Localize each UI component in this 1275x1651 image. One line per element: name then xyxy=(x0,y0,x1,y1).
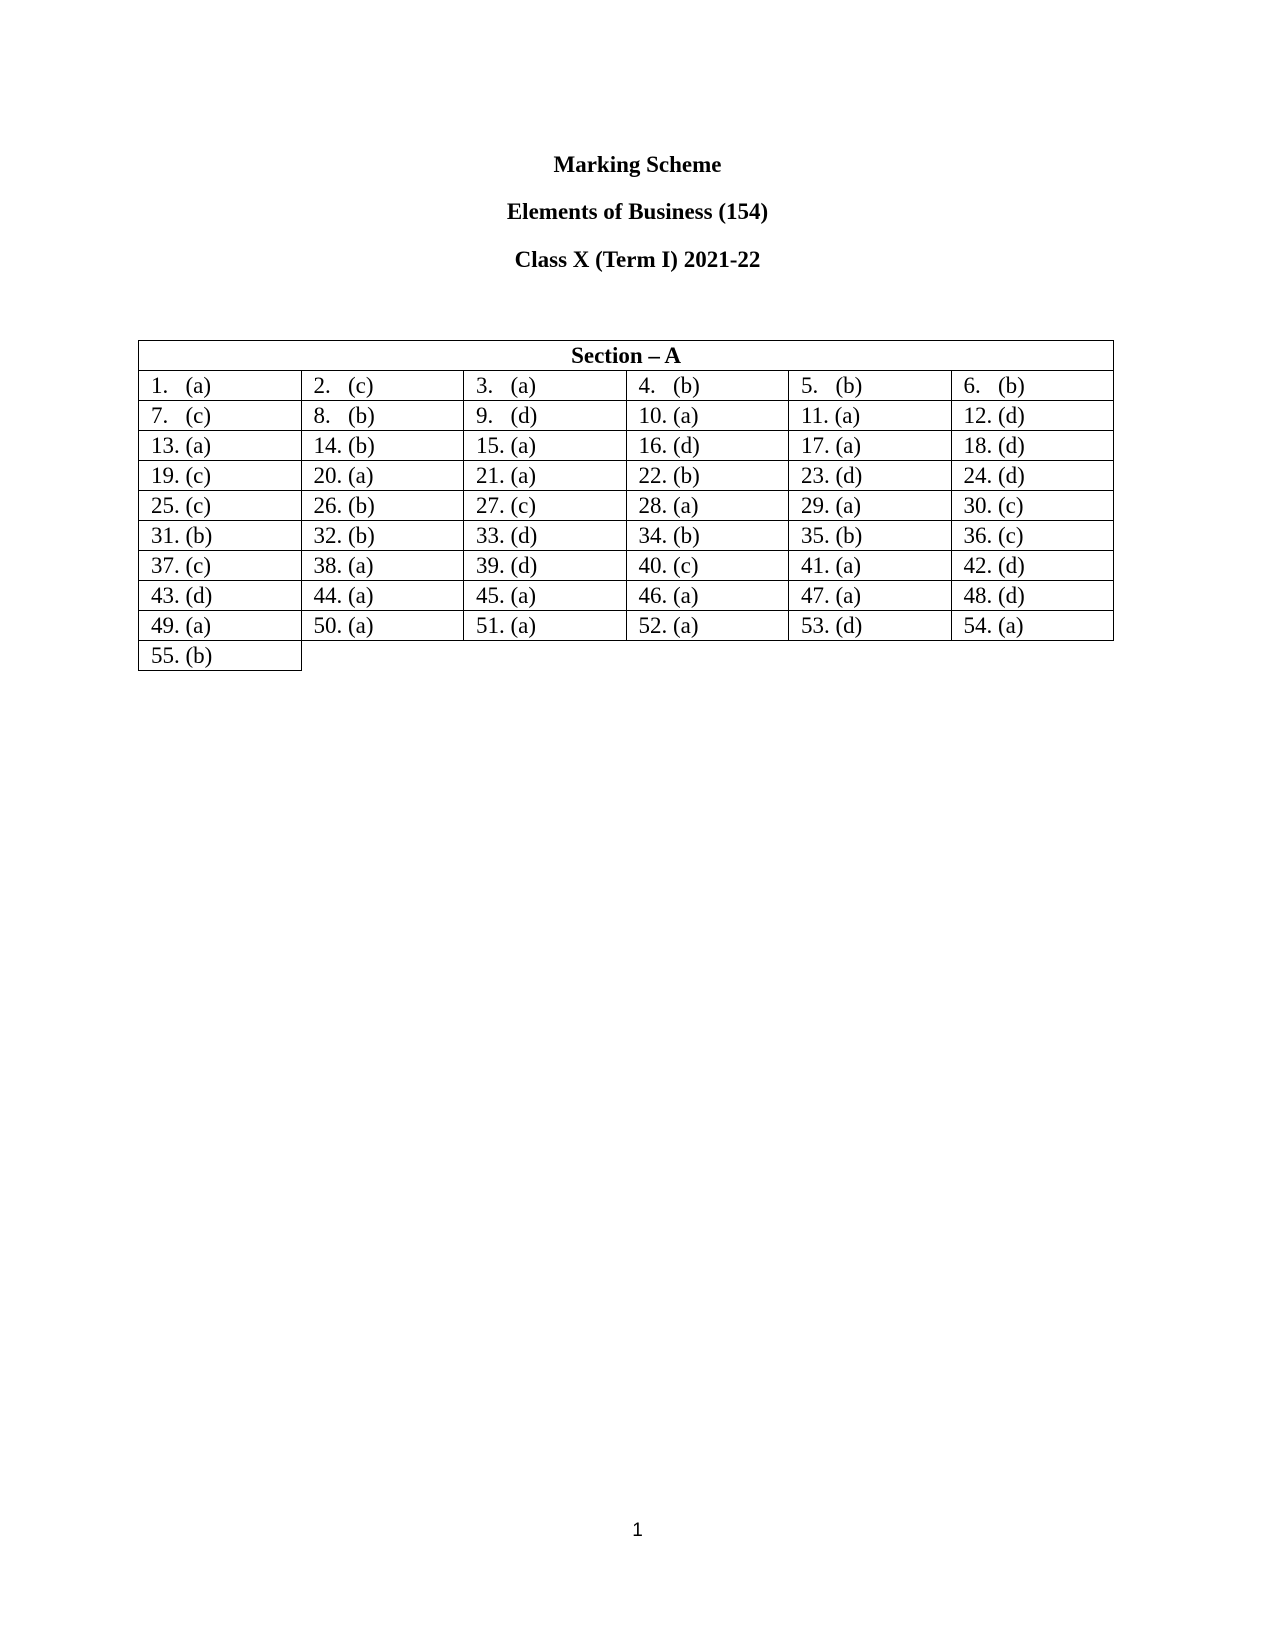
table-row xyxy=(139,581,1114,611)
answer-cell: 14. (b) xyxy=(301,431,464,461)
answer-cell: 6. (b) xyxy=(951,371,1114,401)
answer-cell: 13. (a) xyxy=(139,431,302,461)
document-title: Marking Scheme xyxy=(553,152,722,177)
answer-cell: 9. (d) xyxy=(464,401,627,431)
answer-cell: 15. (a) xyxy=(464,431,627,461)
answer-cell: 27. (c) xyxy=(464,491,627,521)
answer-cell: 20. (a) xyxy=(301,461,464,491)
empty-cell xyxy=(464,641,627,671)
answer-cell: 31. (b) xyxy=(139,521,302,551)
answer-cell: 50. (a) xyxy=(301,611,464,641)
table-row xyxy=(139,521,1114,551)
empty-cell xyxy=(789,641,952,671)
answer-cell: 54. (a) xyxy=(951,611,1114,641)
answer-cell: 55. (b) xyxy=(139,641,302,671)
answer-cell: 41. (a) xyxy=(789,551,952,581)
table-row xyxy=(139,491,1114,521)
answer-cell: 17. (a) xyxy=(789,431,952,461)
answer-cell: 53. (d) xyxy=(789,611,952,641)
empty-cell xyxy=(951,641,1114,671)
table-row xyxy=(139,401,1114,431)
section-title: Section – A xyxy=(139,341,1114,371)
answer-cell: 12. (d) xyxy=(951,401,1114,431)
answer-cell: 44. (a) xyxy=(301,581,464,611)
answer-cell: 46. (a) xyxy=(626,581,789,611)
answer-cell: 2. (c) xyxy=(301,371,464,401)
answer-cell: 11. (a) xyxy=(789,401,952,431)
answer-cell: 28. (a) xyxy=(626,491,789,521)
answer-cell: 16. (d) xyxy=(626,431,789,461)
answer-cell: 32. (b) xyxy=(301,521,464,551)
answer-cell: 24. (d) xyxy=(951,461,1114,491)
answer-cell: 10. (a) xyxy=(626,401,789,431)
empty-cell xyxy=(626,641,789,671)
empty-cell xyxy=(301,641,464,671)
answer-cell: 43. (d) xyxy=(139,581,302,611)
table-row xyxy=(139,371,1114,401)
class-term-title: Class X (Term I) 2021-22 xyxy=(514,247,761,272)
answer-cell: 8. (b) xyxy=(301,401,464,431)
answer-cell: 52. (a) xyxy=(626,611,789,641)
answer-cell: 26. (b) xyxy=(301,491,464,521)
answer-cell: 23. (d) xyxy=(789,461,952,491)
answer-cell: 38. (a) xyxy=(301,551,464,581)
answer-cell: 4. (b) xyxy=(626,371,789,401)
answer-cell: 40. (c) xyxy=(626,551,789,581)
answer-cell: 25. (c) xyxy=(139,491,302,521)
table-row xyxy=(139,431,1114,461)
table-row xyxy=(139,551,1114,581)
subject-title: Elements of Business (154) xyxy=(506,199,769,224)
section-header-row xyxy=(139,341,1114,371)
answer-cell: 30. (c) xyxy=(951,491,1114,521)
answer-rows xyxy=(139,371,1114,671)
page-number: 1 xyxy=(632,1520,643,1541)
answer-cell: 39. (d) xyxy=(464,551,627,581)
answer-cell: 36. (c) xyxy=(951,521,1114,551)
answer-cell: 22. (b) xyxy=(626,461,789,491)
answer-cell: 3. (a) xyxy=(464,371,627,401)
answer-cell: 45. (a) xyxy=(464,581,627,611)
table-row xyxy=(139,641,1114,671)
answer-cell: 1. (a) xyxy=(139,371,302,401)
answer-cell: 42. (d) xyxy=(951,551,1114,581)
answer-cell: 35. (b) xyxy=(789,521,952,551)
table-row xyxy=(139,611,1114,641)
answer-cell: 47. (a) xyxy=(789,581,952,611)
answer-cell: 33. (d) xyxy=(464,521,627,551)
answer-cell: 29. (a) xyxy=(789,491,952,521)
answer-cell: 51. (a) xyxy=(464,611,627,641)
answer-cell: 18. (d) xyxy=(951,431,1114,461)
answer-cell: 48. (d) xyxy=(951,581,1114,611)
answer-key-table xyxy=(138,340,1114,671)
answer-cell: 5. (b) xyxy=(789,371,952,401)
table-row xyxy=(139,461,1114,491)
answer-cell: 37. (c) xyxy=(139,551,302,581)
answer-cell: 7. (c) xyxy=(139,401,302,431)
answer-cell: 34. (b) xyxy=(626,521,789,551)
answer-cell: 21. (a) xyxy=(464,461,627,491)
answer-cell: 19. (c) xyxy=(139,461,302,491)
answer-cell: 49. (a) xyxy=(139,611,302,641)
